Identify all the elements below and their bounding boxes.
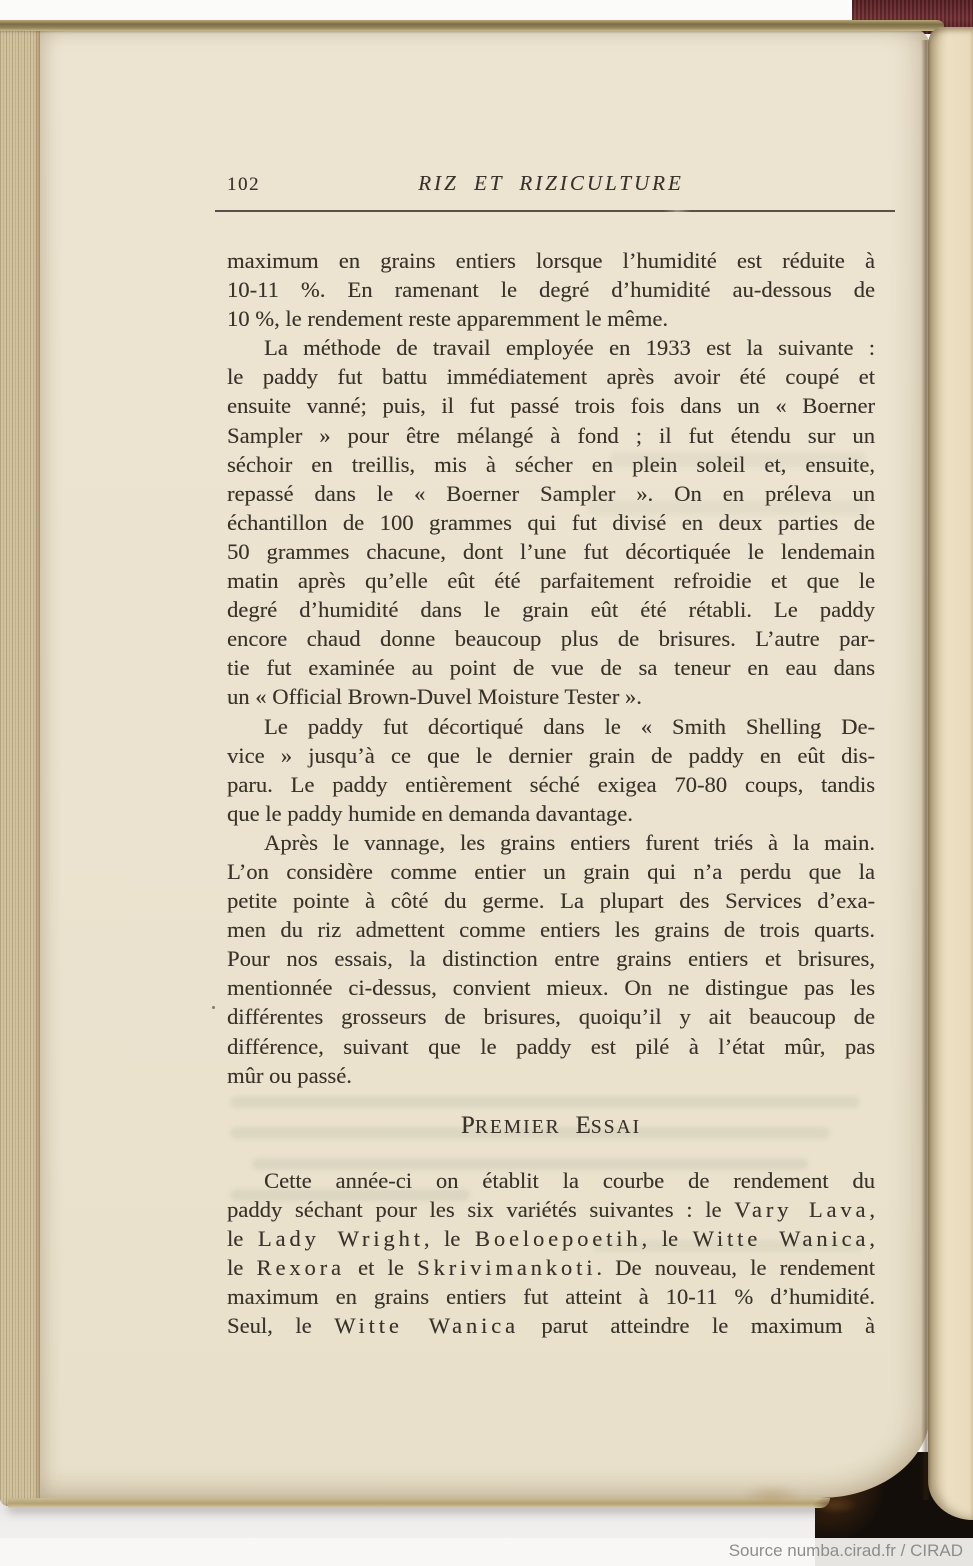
text-line: Seul, le Witte Wanica parut atteindre le maximum à: [227, 1313, 875, 1339]
page-number: 102: [227, 174, 260, 195]
text-line: degré d’humidité dans le grain eût été rétabli. Le paddy: [227, 597, 875, 623]
text-line: mentionnée ci-dessus, convient mieux. On ne distingue pas les: [227, 975, 875, 1001]
text-line: différentes grosseurs de brisures, quoiqu’il y ait beaucoup de: [227, 1004, 875, 1030]
watermark-text: Source numba.cirad.fr / CIRAD: [728, 1541, 963, 1560]
text-line: 10-11 %. En ramenant le degré d’humidité au-dessous de: [227, 277, 875, 303]
body-text: [227, 246, 875, 1340]
paragraph: [227, 246, 875, 333]
paragraph: [227, 333, 875, 711]
next-page-edge: [928, 27, 973, 1520]
text-line: La méthode de travail employée en 1933 est la suivante :: [264, 335, 875, 361]
paragraph: [227, 1166, 875, 1341]
text-line: Le paddy fut décortiqué dans le « Smith Shelling De-: [264, 713, 875, 739]
text-line: paru. Le paddy entièrement séché exigea 70-80 coups, tandis: [227, 771, 875, 797]
gutter-shadow: [921, 40, 931, 1500]
text-line: paddy séchant pour les six variétés suivantes : le Vary Lava,: [227, 1196, 876, 1222]
text-line: Pour nos essais, la distinction entre grains entiers et brisures,: [227, 946, 875, 972]
text-line: séchoir en treillis, mis à sécher en plein soleil et, ensuite,: [227, 451, 875, 477]
text-line: le Lady Wright, le Boeloepoetih, le Witte Wanica,: [227, 1225, 875, 1251]
paragraph: [227, 828, 875, 1090]
page-stack-edge: [0, 24, 42, 1506]
text-line: ensuite vanné; puis, il fut passé trois fois dans un « Boerner: [227, 393, 875, 419]
text-line: petite pointe à côté du germe. La plupart des Services d’exa-: [227, 888, 875, 914]
text-line: men du riz admettent comme entiers les grains de trois quarts.: [227, 917, 875, 943]
text-line: le paddy fut battu immédiatement après avoir été coupé et: [227, 364, 875, 390]
text-line: 50 grammes chacune, dont l’une fut décortiquée le lendemain: [227, 538, 875, 564]
text-line: mûr ou passé.: [227, 1062, 352, 1088]
page-top-edge: [0, 20, 944, 31]
text-line: que le paddy humide en demanda davantage.: [227, 800, 633, 826]
text-line: Après le vannage, les grains entiers furent triés à la main.: [264, 829, 875, 855]
text-line: maximum en grains entiers lorsque l’humidité est réduite à: [227, 248, 875, 273]
paragraph: [227, 712, 875, 828]
text-line: tie fut examinée au point de vue de sa teneur en eau dans: [227, 655, 875, 681]
text-line: L’on considère comme entier un grain qui n’a perdu que la: [227, 858, 875, 884]
running-title: RIZ ET RIZICULTURE: [418, 171, 684, 195]
burnt-edge: [812, 1496, 858, 1514]
text-line: le Rexora et le Skrivimankoti. De nouveau, le rendement: [227, 1255, 875, 1280]
section-heading: PREMIER ESSAI: [460, 1111, 642, 1139]
paper-stain: [742, 1484, 802, 1506]
text-line: différence, suivant que le paddy est pilé à l’état mûr, pas: [227, 1033, 875, 1059]
text-line: 10 %, le rendement reste apparemment le même.: [227, 306, 669, 332]
header-rule: [215, 210, 895, 212]
text-line: Cette année-ci on établit la courbe de rendement du: [264, 1167, 875, 1193]
text-line: repassé dans le « Boerner Sampler ». On en préleva un: [227, 480, 875, 506]
page-bottom-edge: [8, 1498, 830, 1508]
text-line: échantillon de 100 grammes qui fut divisé en deux parties de: [227, 509, 875, 535]
watermark-bar: [0, 1538, 973, 1566]
ink-speck: [212, 1006, 215, 1009]
text-line: vice » jusqu’à ce que le dernier grain de paddy en eût dis-: [227, 742, 875, 768]
text-line: Sampler » pour être mélangé à fond ; il fut étendu sur un: [227, 422, 875, 448]
text-line: un « Official Brown-Duvel Moisture Tester ».: [227, 684, 642, 710]
text-line: matin après qu’elle eût été parfaitement refroidie et que le: [227, 568, 875, 594]
text-line: maximum en grains entiers fut atteint à 10-11 % d’humidité.: [227, 1284, 875, 1310]
text-line: encore chaud donne beaucoup plus de brisures. L’autre par-: [227, 626, 875, 652]
